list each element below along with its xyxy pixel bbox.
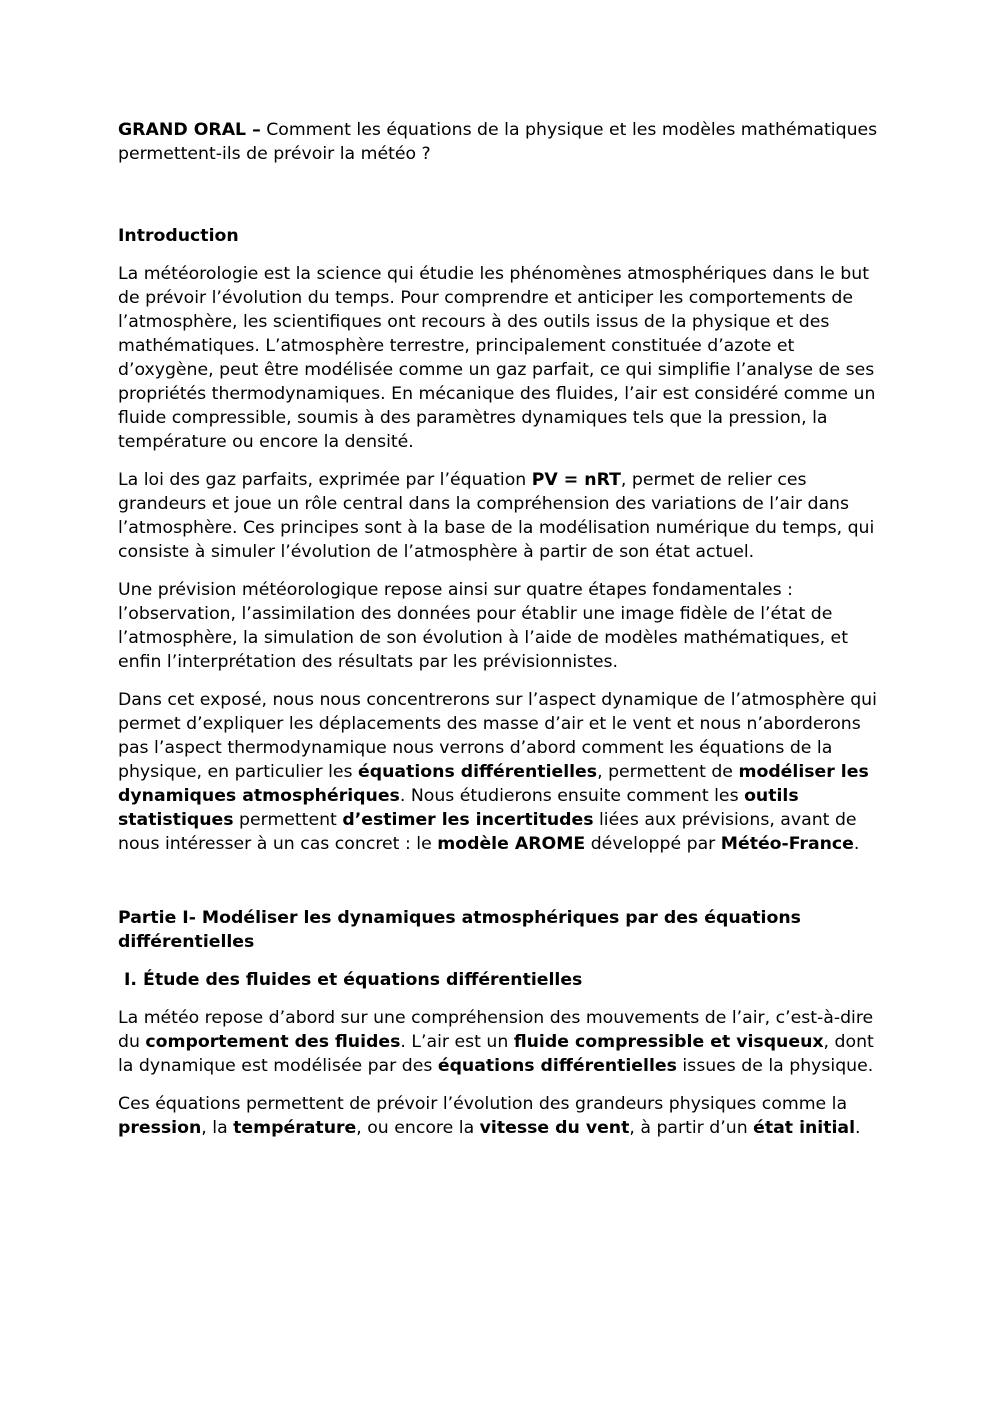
intro-paragraph-1: La météorologie est la science qui étudie les phénomènes atmosphériques dans le but de prévoir l’évolution du temps. Pour comprendre et anticiper les comportements de l’atmosphère, les scientifiques ont recours à des outils issus de la physique et des mathématiques. L’atmosphère terrestre, principalement constituée d’azote et d’oxygène, peut être modélisée comme un gaz parfait, ce qui simplifie l’analyse de ses propriétés thermodynamiques. En mécanique des fluides, l’air est considéré comme un fluide compressible, soumis à des paramètres dynamiques tels que la pression, la température ou encore la densité. bbox=[118, 264, 876, 452]
introduction-heading: Introduction bbox=[118, 226, 239, 246]
partie-1-heading: Partie I- Modéliser les dynamiques atmosphériques par des équations différentielles bbox=[118, 908, 801, 952]
document-page bbox=[118, 118, 878, 1154]
intro-paragraph-2: La loi des gaz parfaits, exprimée par l’équation PV = nRT, permet de relier ces grandeurs et joue un rôle central dans la compréhension des variations de l’air dans l’atmosphère. Ces principes sont à la base de la modélisation numérique du temps, qui consiste à simuler l’évolution de l’atmosphère à partir de son état actuel. bbox=[118, 470, 875, 562]
title-prefix: GRAND ORAL – bbox=[118, 120, 261, 140]
partie-1-paragraph-2: Ces équations permettent de prévoir l’évolution des grandeurs physiques comme la pression, la température, ou encore la vitesse du vent, à partir d’un état initial. bbox=[118, 1094, 861, 1138]
section-1-heading: I. Étude des fluides et équations différentielles bbox=[124, 970, 583, 990]
document-title bbox=[118, 118, 878, 166]
equation-pv-nrt: PV = nRT bbox=[531, 470, 621, 490]
partie-1-paragraph-1: La météo repose d’abord sur une compréhension des mouvements de l’air, c’est-à-dire du comportement des fluides. L’air est un fluide compressible et visqueux, dont la dynamique est modélisée par des équations différentielles issues de la physique. bbox=[118, 1008, 874, 1076]
title-text: Comment les équations de la physique et les modèles mathématiques permettent-ils de prévoir la météo ? bbox=[118, 120, 878, 164]
intro-paragraph-3: Une prévision météorologique repose ainsi sur quatre étapes fondamentales : l’observation, l’assimilation des données pour établir une image fidèle de l’état de l’atmosphère, la simulation de son évolution à l’aide de modèles mathématiques, et enfin l’interprétation des résultats par les prévisionnistes. bbox=[118, 580, 848, 672]
intro-paragraph-4: Dans cet exposé, nous nous concentrerons sur l’aspect dynamique de l’atmosphère qui permet d’expliquer les déplacements des masse d’air et le vent et nous n’aborderons pas l’aspect thermodynamique nous verrons d’abord comment les équations de la physique, en particulier les équations différentielles, permettent de modéliser les dynamiques atmosphériques. Nous étudierons ensuite comment les outils statistiques permettent d’estimer les incertitudes liées aux prévisions, avant de nous intéresser à un cas concret : le modèle AROME développé par Météo-France. bbox=[118, 690, 877, 854]
